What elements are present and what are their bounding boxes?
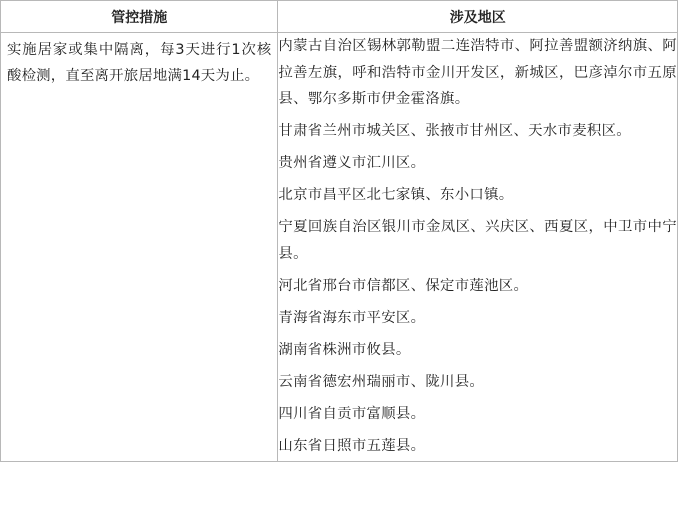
region-inner-mongolia: 内蒙古自治区锡林郭勒盟二连浩特市、阿拉善盟额济纳旗、阿拉善左旗，呼和浩特市金川开发区，新城区，巴彦淖尔市五原县、鄂尔多斯市伊金霍洛旗。 — [278, 38, 677, 107]
header-control-measures: 管控措施 — [1, 1, 278, 33]
region-ningxia: 宁夏回族自治区银川市金凤区、兴庆区、西夏区，中卫市中宁县。 — [278, 219, 677, 262]
regions-cell — [278, 33, 678, 462]
region-hunan: 湖南省株洲市攸县。 — [278, 341, 411, 358]
region-gansu: 甘肃省兰州市城关区、张掖市甘州区、天水市麦积区。 — [278, 123, 631, 139]
measure-text: 实施居家或集中隔离，每3天进行1次核酸检测，直至离开旅居地满14天为止。 — [7, 42, 272, 84]
region-qinghai: 青海省海东市平安区。 — [278, 309, 426, 326]
region-hebei: 河北省邢台市信都区、保定市莲池区。 — [278, 277, 529, 294]
table-header-row — [1, 1, 678, 33]
region-guizhou: 贵州省遵义市汇川区。 — [278, 155, 426, 171]
measure-cell — [1, 33, 278, 462]
region-yunnan: 云南省德宏州瑞丽市、陇川县。 — [278, 373, 485, 390]
table-row — [1, 33, 678, 462]
header-affected-regions: 涉及地区 — [278, 1, 678, 33]
region-beijing: 北京市昌平区北七家镇、东小口镇。 — [278, 187, 514, 203]
region-shandong: 山东省日照市五莲县。 — [278, 437, 426, 454]
region-sichuan: 四川省自贡市富顺县。 — [278, 405, 426, 422]
